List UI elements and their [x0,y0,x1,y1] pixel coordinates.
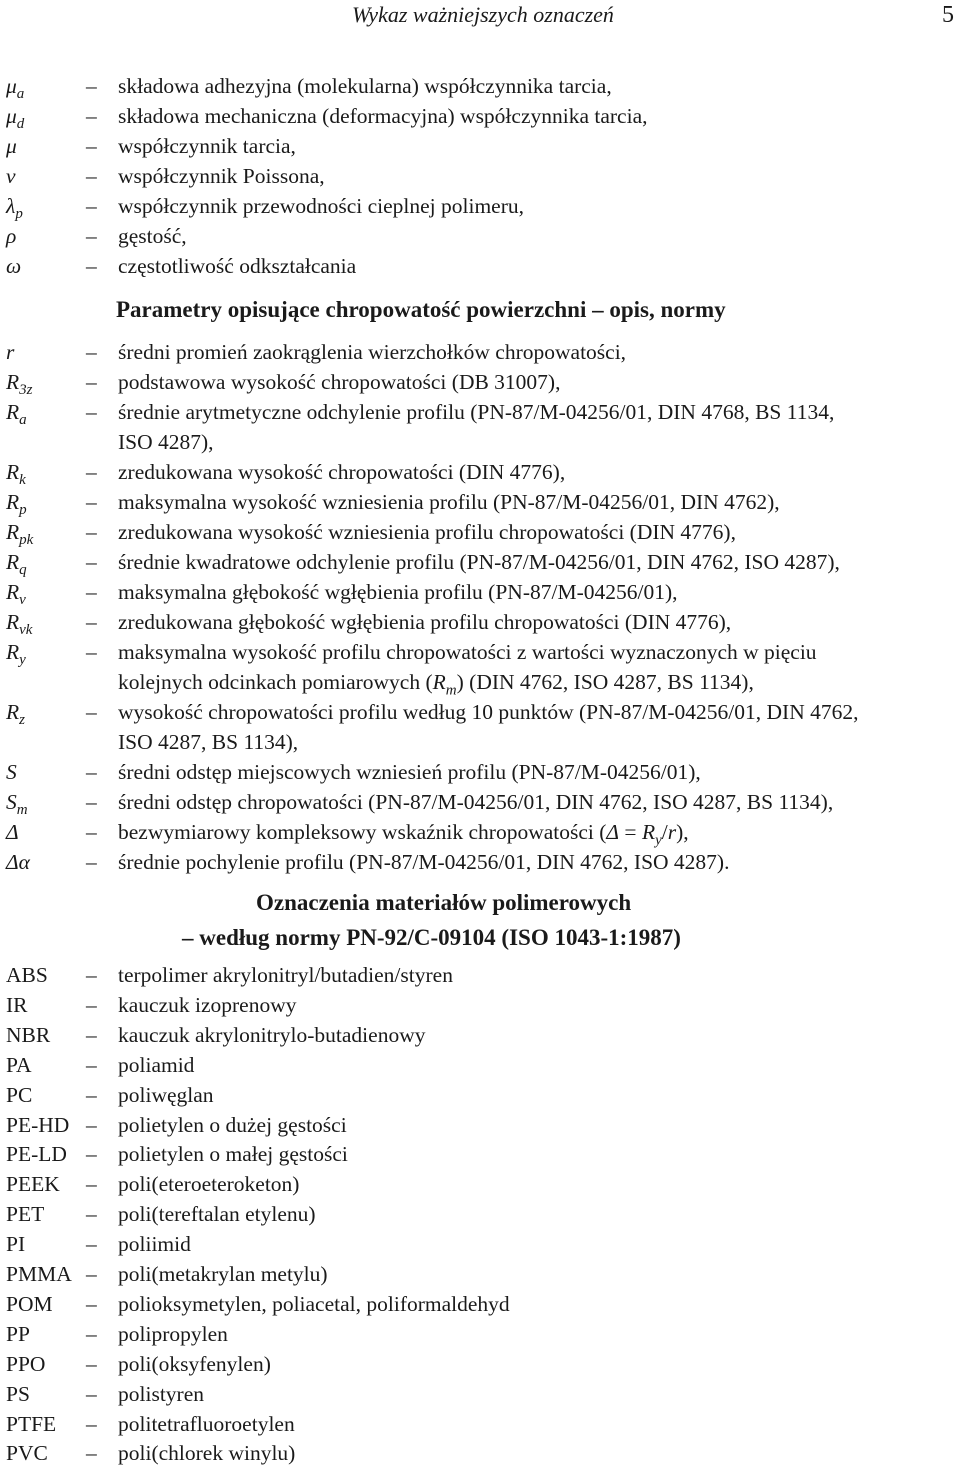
description-text: maksymalna głębokość wgłębienia profilu (PN-87/M-04256/01), [118,580,678,604]
symbol [6,550,27,579]
dash: – [86,1411,97,1436]
symbol-char: μ [6,134,17,158]
material-abbreviation: PET [6,1202,45,1227]
continuation-text: ISO 4287), [118,430,214,454]
param-description [118,460,565,485]
dash: – [86,1052,97,1077]
dash: – [86,400,97,424]
description-text: maksymalna wysokość wzniesienia profilu (PN-87/M-04256/01, DIN 4762), [118,490,780,514]
symbol-char: ρ [6,224,17,248]
symbol-subscript: y [19,652,26,668]
description-text: średni promień zaokrąglenia wierzchołków chropowatości, [118,340,627,364]
symbol-char: S [6,790,17,814]
symbol-char: R [6,370,20,394]
symbol-char: λ [6,194,16,218]
material-name: polioksymetylen, poliacetal, poliformaldehyd [118,1291,510,1316]
material-name: poli(metakrylan metylu) [118,1262,328,1286]
dash: – [86,224,97,248]
dash: – [86,1381,97,1406]
symbol-char: R [6,400,20,424]
dash: – [86,1321,97,1346]
material-abbreviation: PMMA [6,1262,72,1286]
param-description [118,340,626,365]
dash: – [86,340,97,364]
description-text: maksymalna wysokość profilu chropowatości z wartości wyznaczonych w pięciu [118,640,817,664]
dash: – [86,610,97,634]
material-abbreviation: PEEK [6,1172,60,1197]
symbol [6,760,17,785]
param-description [118,700,858,725]
material-name: politetrafluoroetylen [118,1411,295,1436]
dash: – [86,550,97,574]
dash: – [86,963,97,987]
material-name: kauczuk izoprenowy [118,992,297,1017]
symbol-description: współczynnik Poissona, [118,164,325,188]
symbol-subscript: d [16,116,25,132]
dash: – [86,992,97,1017]
material-abbreviation: PS [6,1381,30,1406]
material-name: polietylen o dużej gęstości [118,1112,347,1137]
dash: – [86,164,97,188]
equals-sign: = [619,820,642,844]
symbol [6,580,26,609]
param-description [118,490,780,515]
param-description [118,520,736,545]
symbol [6,134,17,159]
symbol-char: R [6,640,20,664]
symbol [6,104,24,133]
dash: – [86,460,97,484]
material-abbreviation: PE-LD [6,1142,67,1167]
description-text: średni odstęp chropowatości (PN-87/M-04256/01, DIN 4762, ISO 4287, BS 1134), [118,790,834,814]
material-abbreviation: PP [6,1321,30,1346]
material-abbreviation: PA [6,1052,32,1077]
symbol-char: R [6,460,20,484]
symbol [6,820,19,845]
material-abbreviation: PPO [6,1351,46,1376]
dash: – [86,760,97,784]
continuation-text-end: ) (DIN 4762, ISO 4287, BS 1134), [456,670,754,694]
r-symbol: R [641,820,656,844]
description-text: zredukowana głębokość wgłębienia profilu chropowatości (DIN 4776), [118,610,732,634]
symbol-subscript: p [15,206,23,222]
material-name: poli(chlorek winylu) [118,1441,296,1466]
continuation-text: ISO 4287, BS 1134), [118,730,299,754]
material-abbreviation: PE-HD [6,1112,70,1137]
param-description [118,820,689,849]
description-text: zredukowana wysokość chropowatości (DIN 4776), [118,460,566,484]
dash: – [86,1351,97,1376]
running-header-title: Wykaz ważniejszych oznaczeń [352,2,614,27]
param-description [118,610,731,635]
dash: – [86,1232,97,1257]
symbol-subscript: p [19,502,27,518]
param-description [118,790,833,815]
material-name: poliimid [118,1232,191,1257]
symbol-description: współczynnik przewodności cieplnej polimeru, [118,194,525,218]
symbol-subscript: m [16,802,28,818]
delta-symbol: Δ [606,820,620,844]
dash: – [86,820,97,844]
r-subscript: y [655,832,662,849]
dash: – [86,1441,97,1466]
description-text: bezwymiarowy kompleksowy wskaźnik chropowatości ( [118,820,607,844]
material-name: polietylen o małej gęstości [118,1142,348,1167]
section-heading-roughness: Parametry opisujące chropowatość powierzchni – opis, normy [116,297,726,322]
symbol-subscript: v [19,592,26,608]
symbol-subscript: z [19,712,25,728]
page-number: 5 [942,2,954,28]
material-name: poli(eteroeteroketon) [118,1172,300,1197]
symbol [6,254,21,279]
material-abbreviation: NBR [6,1022,51,1047]
symbol-description: częstotliwość odkształcania [118,254,357,278]
symbol [6,520,33,549]
symbol-char: R [6,700,20,724]
symbol [6,164,16,189]
material-abbreviation: IR [6,992,28,1017]
dash: – [86,104,97,128]
material-name: polistyren [118,1381,204,1406]
symbol [6,224,16,249]
material-name: poliwęglan [118,1082,214,1107]
description-text: średnie kwadratowe odchylenie profilu (PN-87/M-04256/01, DIN 4762, ISO 4287), [118,550,840,574]
dash: – [86,194,97,218]
param-description [118,370,560,395]
param-description [118,580,678,605]
dash: – [86,1262,97,1286]
symbol [6,400,27,429]
dash: – [86,520,97,544]
rm-symbol: R [432,670,446,694]
dash: – [86,1172,97,1197]
material-name: poli(oksyfenylen) [118,1351,271,1376]
material-name: poliamid [118,1052,195,1077]
dash: – [86,580,97,604]
symbol-char: R [6,490,20,514]
material-abbreviation: POM [6,1291,53,1316]
material-name: terpolimer akrylonitryl/butadien/styren [118,963,453,987]
material-name: polipropylen [118,1321,228,1346]
dash: – [86,790,97,814]
symbol-subscript: a [16,86,25,102]
material-abbreviation: ABS [6,963,48,987]
param-description-continuation [118,670,754,699]
symbol-char: Δ [6,820,19,844]
symbol-char: R [6,610,20,634]
param-description-continuation [118,730,298,755]
material-abbreviation: PTFE [6,1411,57,1436]
description-text: zredukowana wysokość wzniesienia profilu chropowatości (DIN 4776), [118,520,736,544]
description-text: wysokość chropowatości profilu według 10 punktów (PN-87/M-04256/01, DIN 4762, [118,700,859,724]
dash: – [86,640,97,664]
param-description [118,400,834,425]
material-abbreviation: PC [6,1082,33,1107]
symbol [6,74,24,103]
param-description-continuation [118,430,214,455]
dash: – [86,254,97,278]
symbol-subscript: 3z [19,382,33,398]
dash: – [86,74,97,98]
param-description [118,640,817,665]
symbol-description: składowa adhezyjna (molekularna) współczynnika tarcia, [118,74,612,98]
symbol-char: Δα [6,850,30,874]
dash: – [86,1142,97,1167]
symbol [6,640,26,669]
description-text: średnie arytmetyczne odchylenie profilu (PN-87/M-04256/01, DIN 4768, BS 1134, [118,400,835,424]
dash: – [86,490,97,514]
dash: – [86,1112,97,1137]
symbol-subscript: vk [19,622,33,638]
symbol-char: S [6,760,17,784]
param-description [118,850,729,875]
description-text: średni odstęp miejscowych wzniesień profilu (PN-87/M-04256/01), [118,760,701,784]
dash: – [86,370,97,394]
symbol-subscript: k [19,472,26,488]
dash: – [86,1082,97,1107]
material-name: poli(tereftalan etylenu) [118,1202,316,1227]
symbol-char: μ [6,74,17,98]
symbol [6,490,27,519]
symbol-char: r [6,340,15,364]
symbol-char: R [6,550,20,574]
symbol-subscript: a [19,412,27,428]
symbol [6,790,28,819]
closing-text: ), [676,820,689,844]
param-description [118,550,840,575]
param-description [118,760,701,785]
continuation-text: kolejnych odcinkach pomiarowych ( [118,670,433,694]
symbol [6,340,14,365]
symbol [6,850,30,875]
dash: – [86,850,97,874]
symbol-description: gęstość, [118,224,187,248]
dash: – [86,1202,97,1227]
material-abbreviation: PI [6,1232,26,1257]
rm-subscript: m [445,682,457,699]
material-name: kauczuk akrylonitrylo-butadienowy [118,1022,426,1047]
dash: – [86,700,97,724]
symbol-char: R [6,520,20,544]
description-text: podstawowa wysokość chropowatości (DB 31007), [118,370,561,394]
symbol-char: ν [6,164,16,188]
section-heading-materials-line1: Oznaczenia materiałów polimerowych [256,890,632,915]
dash: – [86,1022,97,1047]
symbol [6,460,26,489]
symbol-description: składowa mechaniczna (deformacyjna) współczynnika tarcia, [118,104,648,128]
symbol [6,700,25,729]
symbol-char: R [6,580,20,604]
description-text: średnie pochylenie profilu (PN-87/M-04256/01, DIN 4762, ISO 4287). [118,850,730,874]
symbol-char: μ [6,104,17,128]
symbol-subscript: pk [19,532,34,548]
r-small-symbol: r [667,820,677,844]
symbol [6,610,32,639]
symbol [6,194,23,223]
symbol [6,370,32,399]
section-heading-materials-line2: – według normy PN-92/C-09104 (ISO 1043-1:1987) [182,925,681,950]
slash: / [661,820,668,844]
dash: – [86,134,97,158]
symbol-char: ω [6,254,22,278]
material-abbreviation: PVC [6,1441,48,1466]
dash: – [86,1291,97,1316]
symbol-subscript: q [19,562,27,578]
symbol-description: współczynnik tarcia, [118,134,296,158]
